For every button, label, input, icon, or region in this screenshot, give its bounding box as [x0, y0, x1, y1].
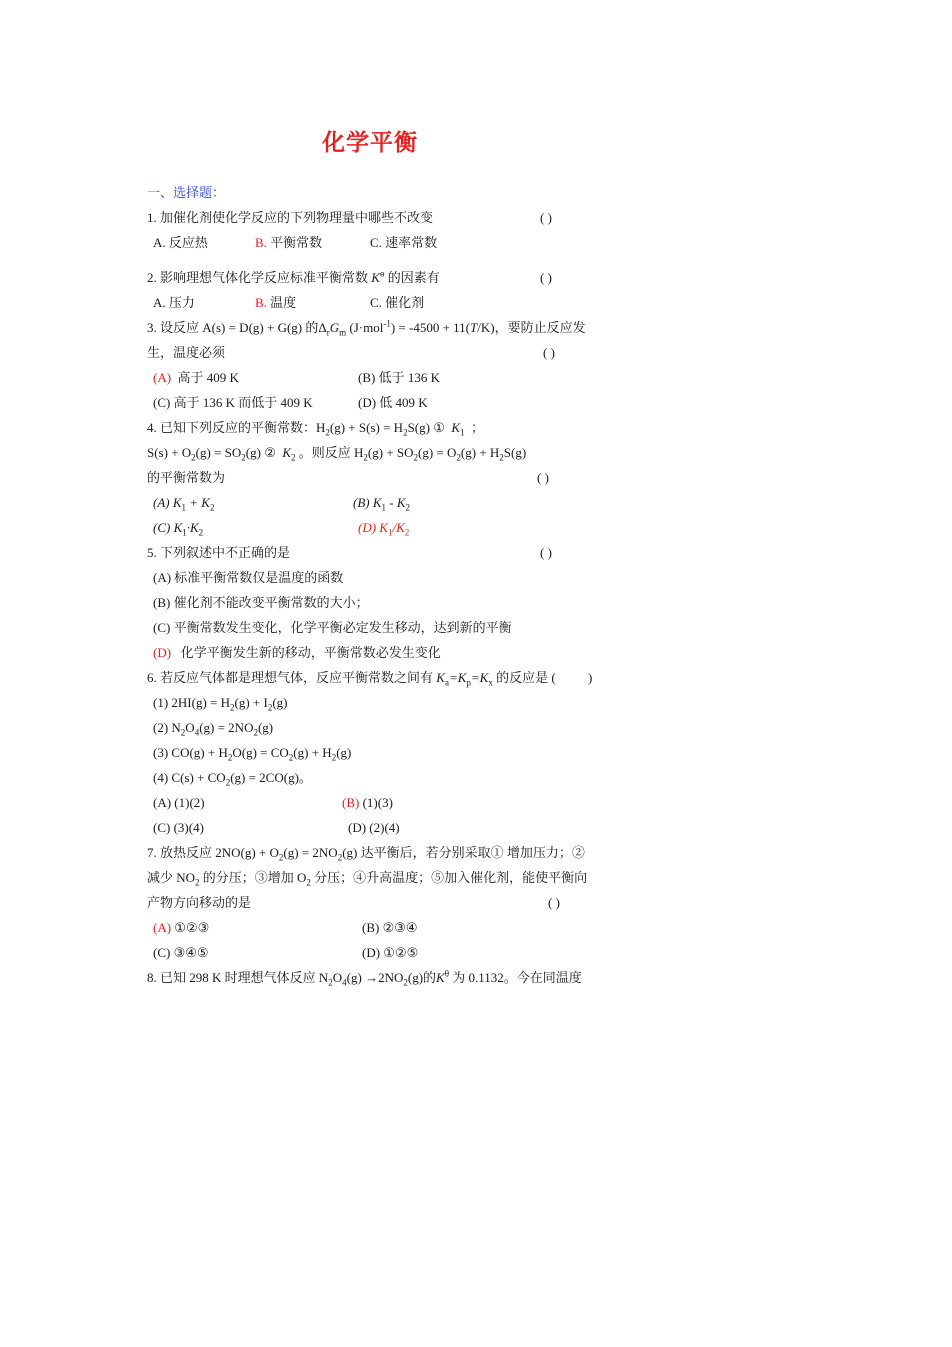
q8-sub-a: 2: [328, 977, 333, 988]
q7-answer-letter: (A): [153, 920, 172, 935]
q4-l2-sub-a: 2: [191, 452, 196, 463]
q4-a-plus: + K: [186, 495, 210, 510]
q6-r1-sub-a: 2: [230, 702, 235, 713]
q5-option-d-text: 化学平衡发生新的移动，平衡常数必发生变化: [180, 645, 441, 660]
q3-stem-a: 3. 设反应 A(s) = D(g) + G(g) 的Δ: [147, 320, 327, 335]
q6-r3-sub-a: 2: [227, 752, 233, 763]
q8-sub-b: 4: [342, 977, 347, 988]
q4-option-c-text: (C) K: [153, 520, 183, 535]
q7-l1-a: 7. 放热反应 2NO(g) + O: [147, 845, 279, 860]
q6-r2-sub-c: 2: [253, 727, 258, 738]
q6-r2-sub-a: 2: [180, 727, 186, 738]
q7-option-d: (D) ①②⑤: [362, 945, 419, 960]
q6-r3-a: (3) CO(g) + H: [153, 745, 228, 760]
q6-ka-sub: a: [444, 677, 449, 688]
q6-r3-sub-b: 2: [288, 752, 294, 763]
q6-r1-a: (1) 2HI(g) = H: [153, 695, 231, 710]
q4-c-sub2: 2: [198, 527, 204, 538]
q7-l2-a: 减少 NO: [147, 870, 196, 885]
question-2-stem: [147, 270, 440, 286]
q6-r2-a: (2) N: [153, 720, 181, 735]
q2-option-a: A. 压力: [153, 295, 195, 310]
answer-blank-4: ( ): [537, 470, 549, 485]
q2-option-c: C. 催化剂: [370, 295, 425, 310]
q6-r4-b: (g) = 2CO(g)。: [230, 770, 312, 785]
q6-option-c: (C) (3)(4): [153, 820, 204, 835]
q6-option-a: (A) (1)(2): [153, 795, 205, 810]
q4-l2-sub-c: 2: [363, 452, 368, 463]
q4-l1-sub-b: 2: [403, 427, 408, 438]
q3-g-symbol: G: [329, 320, 340, 335]
q6-kx: =K: [470, 670, 489, 685]
q3-option-a: [153, 370, 239, 386]
q3-option-d: (D) 低 409 K: [358, 395, 428, 410]
q7-l2-sub-a: 2: [195, 877, 200, 888]
q7-option-a-text: ①②③: [171, 920, 210, 935]
q6-r3-b: O(g) = CO: [232, 745, 289, 760]
q8-c: (g) →2NO: [346, 970, 404, 985]
question-4-stem: [147, 420, 484, 436]
q3-sub-r: r: [326, 327, 330, 338]
q4-k2-sub: 2: [291, 452, 296, 463]
q4-l2-f: (g) = O: [418, 445, 457, 460]
question-7-stem: [147, 845, 585, 861]
q5-option-a: (A) 标准平衡常数仅是温度的函数: [153, 570, 344, 585]
q4-l1-b: (g) + S(s) = H: [329, 420, 404, 435]
q6-reaction-4: [153, 770, 312, 786]
q4-d-sub2: 2: [404, 527, 410, 538]
q2-option-b: [255, 295, 296, 311]
q6-kp: =K: [448, 670, 467, 685]
q5-option-c: (C) 平衡常数发生变化，化学平衡必定发生移动，达到新的平衡: [153, 620, 512, 635]
q7-l2-c: 分压；④升高温度；⑤加入催化剂，能使平衡向: [310, 870, 588, 885]
q8-sub-c: 2: [403, 977, 408, 988]
q4-k1-symbol: K: [451, 420, 461, 435]
q3-option-a-text: 高于 409 K: [177, 370, 239, 385]
q6-ka: K: [436, 670, 445, 685]
q8-b: O: [332, 970, 343, 985]
q2-stem-text: 2. 影响理想气体化学反应标准平衡常数: [147, 270, 369, 285]
q6-reaction-1: [153, 695, 288, 711]
q4-l2-c: (g) ②: [245, 445, 276, 460]
question-4-stem-line3: 的平衡常数为: [147, 470, 226, 485]
q6-r3-sub-c: 2: [331, 752, 337, 763]
q6-r2-c: (g) = 2NO: [199, 720, 254, 735]
q6-r1-sub-b: 2: [267, 702, 273, 713]
q4-option-c: [153, 520, 203, 536]
q7-option-b: (B) ②③④: [362, 920, 418, 935]
q3-stem-c: /K)，要防止反应发: [477, 320, 586, 335]
q6-reaction-3: [153, 745, 351, 761]
q4-a-sub1: 1: [181, 502, 187, 513]
q4-l2-sub-b: 2: [241, 452, 246, 463]
q4-l2-sub-e: 2: [456, 452, 461, 463]
q1-option-b-text: 平衡常数: [270, 235, 323, 250]
q2-k-symbol: K: [371, 270, 380, 285]
q4-c-dot: ·K: [186, 520, 199, 535]
q6-r1-c: (g): [272, 695, 288, 710]
q4-k2-symbol: K: [282, 445, 292, 460]
q1-answer-letter: B.: [255, 235, 267, 250]
q4-option-b-text: (B) K: [353, 495, 382, 510]
q8-d: (g)的: [407, 970, 437, 985]
q3-option-c: (C) 高于 136 K 而低于 409 K: [153, 395, 313, 410]
q7-l1-sub-a: 2: [278, 852, 284, 863]
q4-l1-sub: 2: [325, 427, 330, 438]
q4-k1-sub: 1: [460, 427, 465, 438]
q6-r3-c: (g) + H: [293, 745, 332, 760]
q6-r4-a: (4) C(s) + CO: [153, 770, 226, 785]
q7-option-a: [153, 920, 209, 936]
q4-option-b: [353, 495, 410, 511]
q4-l2-d: 。则反应 H: [298, 445, 364, 460]
q1-option-a: A. 反应热: [153, 235, 208, 250]
q5-option-d: [153, 645, 441, 661]
q4-l1-d: ；: [471, 420, 485, 435]
question-6-stem: [147, 670, 556, 686]
q3-t-symbol: T: [470, 320, 478, 335]
q7-l2-b: 的分压；③增加 O: [199, 870, 307, 885]
q6-r2-b: O: [185, 720, 195, 735]
q1-option-c: C. 速率常数: [370, 235, 438, 250]
q4-l2-g: (g) + H: [460, 445, 500, 460]
question-3-stem-line2: 生，温度必须: [147, 345, 226, 360]
q3-sub-m: m: [339, 327, 347, 338]
q5-option-b: (B) 催化剂不能改变平衡常数的大小；: [153, 595, 369, 610]
q6-stem-b: 的反应是 (: [496, 670, 556, 685]
q8-e: 为 0.1132。今在同温度: [449, 970, 582, 985]
q7-l1-b: (g) = 2NO: [283, 845, 338, 860]
q5-answer-letter: (D): [153, 645, 172, 660]
q4-option-d: [358, 520, 409, 536]
page-title: 化学平衡: [322, 130, 418, 156]
q2-option-b-text: 温度: [270, 295, 297, 310]
q6-stem-a: 6. 若反应气体都是理想气体，反应平衡常数之间有: [147, 670, 434, 685]
question-5-stem: 5. 下列叙述中不正确的是: [147, 545, 291, 560]
question-7-stem-line2: [147, 870, 587, 886]
q6-paren-close: ): [588, 670, 593, 685]
q4-b-sub2: 2: [405, 502, 411, 513]
q4-l2-h: S(g): [503, 445, 527, 460]
q4-l1-a: 4. 已知下列反应的平衡常数：H: [147, 420, 326, 435]
q4-d-sub1: 1: [387, 527, 393, 538]
q6-r2-sub-b: 4: [194, 727, 200, 738]
answer-blank-7: ( ): [548, 895, 560, 910]
question-3-stem: [147, 320, 586, 336]
q4-l2-sub-d: 2: [413, 452, 419, 463]
q3-answer-letter: (A): [153, 370, 172, 385]
q3-unit-sup: -1: [383, 318, 391, 329]
q4-b-sub1: 1: [381, 502, 387, 513]
q6-r1-b: (g) + I: [234, 695, 268, 710]
q6-r3-d: (g): [336, 745, 352, 760]
answer-blank-3: ( ): [543, 345, 555, 360]
q4-l2-e: (g) + SO: [367, 445, 414, 460]
q3-stem-b: ) = -4500 + 11(: [390, 320, 471, 335]
q4-l1-c: S(g) ①: [407, 420, 445, 435]
q8-k-symbol: K: [436, 970, 445, 985]
q4-l2-a: S(s) + O: [147, 445, 192, 460]
q4-l2-b: (g) = SO: [195, 445, 242, 460]
q7-option-c: (C) ③④⑤: [153, 945, 209, 960]
q4-c-sub1: 1: [182, 527, 187, 538]
answer-blank-1: ( ): [540, 210, 552, 225]
q8-a: 8. 已知 298 K 时理想气体反应 N: [147, 970, 329, 985]
q6-option-d: (D) (2)(4): [348, 820, 400, 835]
q6-r2-d: (g): [257, 720, 274, 735]
q1-option-b: [255, 235, 322, 251]
q7-l1-sub-b: 2: [337, 852, 343, 863]
q6-kp-sub: p: [466, 677, 471, 688]
q6-reaction-2: [153, 720, 273, 736]
answer-blank-5: ( ): [540, 545, 552, 560]
question-8-stem: [147, 970, 582, 986]
q6-answer-letter: (B): [342, 795, 360, 810]
q4-b-minus: - K: [386, 495, 406, 510]
section-heading: 一、选择题：: [147, 185, 226, 200]
q4-option-d-text: (D) K: [358, 520, 388, 535]
q4-option-a-text: (A) K: [153, 495, 182, 510]
q4-d-slash: /K: [392, 520, 405, 535]
q4-l2-sub-f: 2: [499, 452, 504, 463]
question-4-stem-line2: [147, 445, 526, 461]
q7-l1-c: (g) 达平衡后，若分别采取① 增加压力；②: [342, 845, 585, 860]
q6-kx-sub: x: [488, 677, 493, 688]
q2-k-sup: ө: [379, 268, 385, 279]
q4-option-a: [153, 495, 214, 511]
question-1-stem: 1. 加催化剂使化学反应的下列物理量中哪些不改变: [147, 210, 434, 225]
answer-blank-2: ( ): [540, 270, 552, 285]
q6-option-b: [342, 795, 393, 811]
q2-answer-letter: B.: [255, 295, 267, 310]
q8-k-sup: θ: [444, 968, 450, 979]
q6-r4-sub-a: 2: [225, 777, 231, 788]
q6-option-b-text: (1)(3): [359, 795, 393, 810]
q3-unit: (J·mol: [346, 320, 384, 335]
q2-stem-end: 的因素有: [387, 270, 440, 285]
q4-a-sub2: 2: [209, 502, 215, 513]
q7-l2-sub-b: 2: [306, 877, 311, 888]
question-7-stem-line3: 产物方向移动的是: [147, 895, 252, 910]
q3-option-b: (B) 低于 136 K: [358, 370, 440, 385]
